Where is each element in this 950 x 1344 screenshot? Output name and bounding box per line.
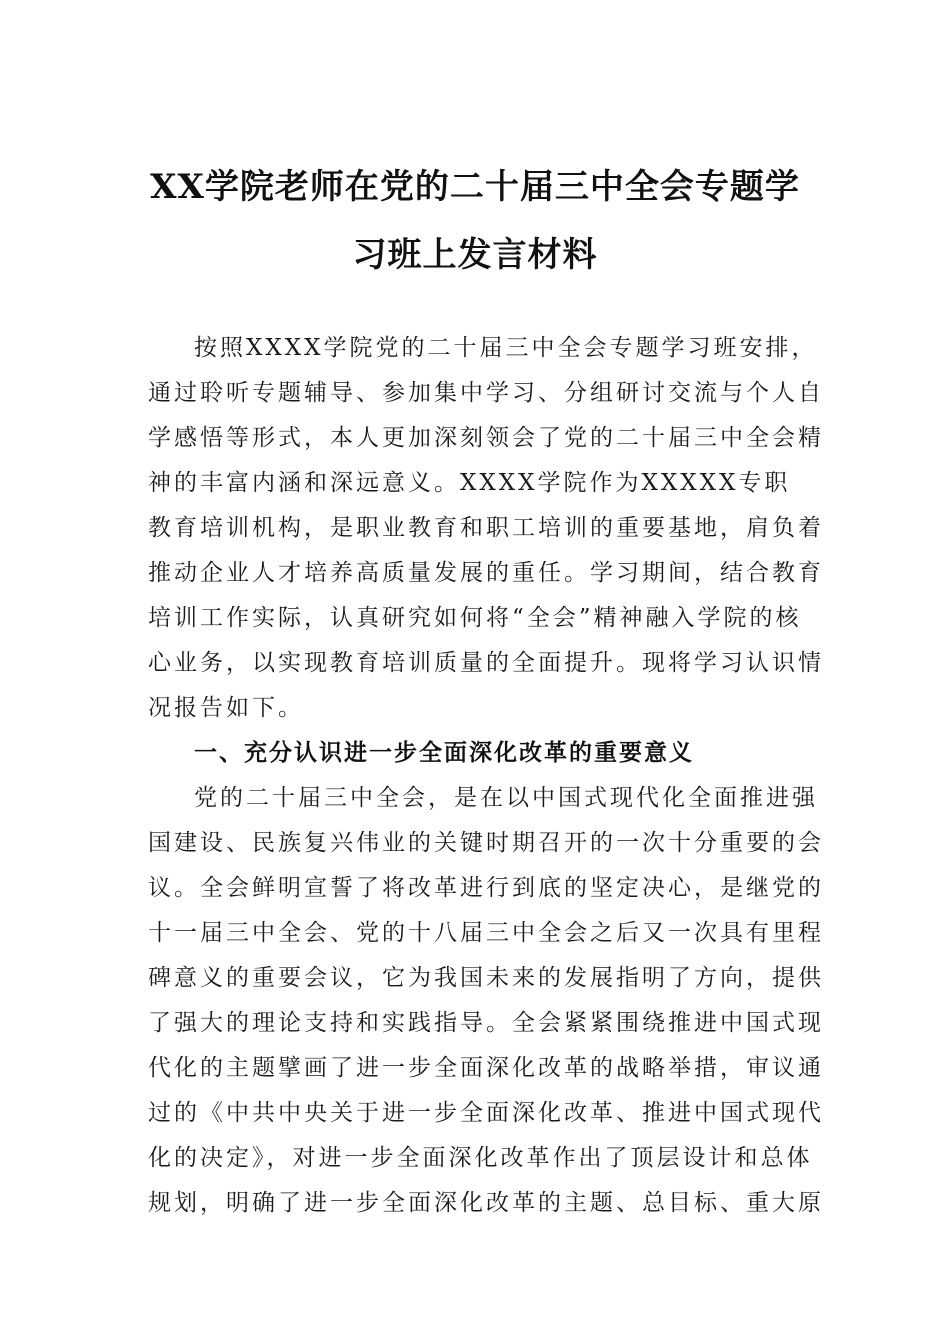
paragraph-line: 通过聆听专题辅导、参加集中学习、分组研讨交流与个人自 <box>148 380 824 406</box>
paragraph-line: 按照XXXX学院党的二十届三中全会专题学习班安排， <box>194 335 818 361</box>
paragraph-line: 国建设、民族复兴伟业的关键时期召开的一次十分重要的会 <box>148 830 824 856</box>
section-heading-1: 一、充分认识进一步全面深化改革的重要意义 <box>194 740 694 766</box>
paragraph-line: 党的二十届三中全会，是在以中国式现代化全面推进强 <box>194 785 818 811</box>
paragraph-line: 教育培训机构，是职业教育和职工培训的重要基地，肩负着 <box>148 515 824 541</box>
paragraph-line: 十一届三中全会、党的十八届三中全会之后又一次具有里程 <box>148 920 824 946</box>
paragraph-line: 代化的主题擘画了进一步全面深化改革的战略举措，审议通 <box>148 1055 824 1081</box>
document-title-line-2: 习班上发言材料 <box>352 235 598 275</box>
paragraph-line: 学感悟等形式，本人更加深刻领会了党的二十届三中全会精 <box>148 425 824 451</box>
paragraph-line: 况报告如下。 <box>148 695 304 721</box>
paragraph-line: 心业务，以实现教育培训质量的全面提升。现将学习认识情 <box>148 650 824 676</box>
paragraph-line: 规划，明确了进一步全面深化改革的主题、总目标、重大原 <box>148 1190 824 1216</box>
paragraph-line: 推动企业人才培养高质量发展的重任。学习期间，结合教育 <box>148 560 824 586</box>
paragraph-line: 了强大的理论支持和实践指导。全会紧紧围绕推进中国式现 <box>148 1010 824 1036</box>
paragraph-line: 培训工作实际，认真研究如何将“全会”精神融入学院的核 <box>148 605 802 631</box>
document-title-line-1: XX学院老师在党的二十届三中全会专题学 <box>150 167 800 207</box>
paragraph-line: 过的《中共中央关于进一步全面深化改革、推进中国式现代 <box>148 1100 824 1126</box>
paragraph-line: 化的决定》，对进一步全面深化改革作出了顶层设计和总体 <box>148 1145 813 1171</box>
paragraph-line: 碑意义的重要会议，它为我国未来的发展指明了方向，提供 <box>148 965 824 991</box>
paragraph-line: 议。全会鲜明宣誓了将改革进行到底的坚定决心，是继党的 <box>148 875 824 901</box>
paragraph-line: 神的丰富内涵和深远意义。XXXX学院作为XXXXX专职 <box>148 470 791 496</box>
